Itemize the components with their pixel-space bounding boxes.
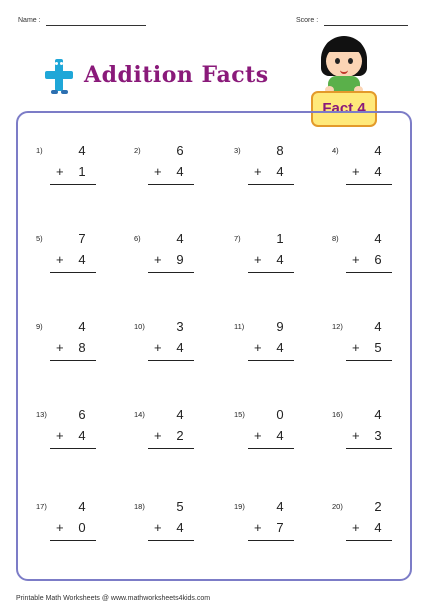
problem-addend-top: 4	[78, 143, 86, 158]
problem-item	[134, 316, 216, 362]
problem-number: 3)	[234, 146, 241, 155]
answer-line[interactable]	[248, 448, 294, 449]
problem-operator: +	[254, 520, 262, 535]
problem-number: 8)	[332, 234, 339, 243]
problem-addend-bottom: 9	[176, 252, 184, 267]
problem-operator: +	[352, 520, 360, 535]
problem-operator: +	[56, 164, 64, 179]
problem-operator: +	[154, 164, 162, 179]
answer-line[interactable]	[346, 360, 392, 361]
answer-line[interactable]	[346, 448, 392, 449]
problem-number: 10)	[134, 322, 145, 331]
problem-operator: +	[254, 340, 262, 355]
problem-operator: +	[352, 252, 360, 267]
problem-number: 9)	[36, 322, 43, 331]
problem-operator: +	[154, 252, 162, 267]
problem-addend-bottom: 4	[176, 340, 184, 355]
problem-addend-top: 4	[374, 231, 382, 246]
problem-operator: +	[154, 428, 162, 443]
problem-number: 19)	[234, 502, 245, 511]
problem-number: 7)	[234, 234, 241, 243]
score-line[interactable]	[324, 25, 408, 26]
answer-line[interactable]	[248, 272, 294, 273]
problem-item	[332, 140, 414, 186]
problem-number: 15)	[234, 410, 245, 419]
problem-item	[332, 496, 414, 542]
answer-line[interactable]	[346, 272, 392, 273]
name-label: Name :	[18, 17, 41, 24]
problem-operator: +	[352, 164, 360, 179]
problem-number: 2)	[134, 146, 141, 155]
answer-line[interactable]	[50, 540, 96, 541]
problem-operator: +	[56, 252, 64, 267]
problem-addend-top: 9	[276, 319, 284, 334]
problem-number: 20)	[332, 502, 343, 511]
problem-item	[234, 404, 316, 450]
problem-item	[36, 404, 118, 450]
problem-addend-bottom: 4	[276, 164, 284, 179]
problem-addend-top: 4	[78, 499, 86, 514]
problem-item	[234, 140, 316, 186]
problem-number: 13)	[36, 410, 47, 419]
problem-addend-bottom: 0	[78, 520, 86, 535]
problem-item	[332, 316, 414, 362]
problem-item	[234, 496, 316, 542]
problem-operator: +	[56, 340, 64, 355]
problem-addend-top: 1	[276, 231, 284, 246]
problem-addend-top: 6	[78, 407, 86, 422]
problem-operator: +	[56, 520, 64, 535]
problem-addend-bottom: 2	[176, 428, 184, 443]
problem-addend-bottom: 4	[276, 252, 284, 267]
problem-number: 11)	[234, 322, 245, 331]
problem-item	[234, 228, 316, 274]
problem-item	[36, 228, 118, 274]
answer-line[interactable]	[248, 360, 294, 361]
problem-number: 1)	[36, 146, 43, 155]
problem-addend-bottom: 5	[374, 340, 382, 355]
problem-item	[36, 316, 118, 362]
problem-addend-top: 5	[176, 499, 184, 514]
problem-item	[134, 496, 216, 542]
answer-line[interactable]	[346, 184, 392, 185]
problem-operator: +	[352, 428, 360, 443]
problem-item	[234, 316, 316, 362]
problem-addend-top: 3	[176, 319, 184, 334]
problem-addend-top: 4	[78, 319, 86, 334]
problem-addend-top: 2	[374, 499, 382, 514]
problem-number: 6)	[134, 234, 141, 243]
problem-addend-bottom: 3	[374, 428, 382, 443]
answer-line[interactable]	[248, 540, 294, 541]
problem-operator: +	[154, 520, 162, 535]
problem-item	[36, 140, 118, 186]
problem-addend-bottom: 4	[276, 428, 284, 443]
problem-addend-top: 0	[276, 407, 284, 422]
problem-item	[134, 140, 216, 186]
problem-addend-bottom: 4	[78, 252, 86, 267]
problem-addend-bottom: 1	[78, 164, 86, 179]
problem-number: 12)	[332, 322, 343, 331]
problem-addend-top: 6	[176, 143, 184, 158]
problem-number: 18)	[134, 502, 145, 511]
plus-character-icon	[42, 56, 76, 96]
answer-line[interactable]	[148, 184, 194, 185]
answer-line[interactable]	[50, 184, 96, 185]
problem-number: 14)	[134, 410, 145, 419]
problem-item	[134, 404, 216, 450]
score-label: Score :	[296, 17, 319, 24]
problem-addend-bottom: 4	[78, 428, 86, 443]
problem-operator: +	[154, 340, 162, 355]
answer-line[interactable]	[248, 184, 294, 185]
answer-line[interactable]	[148, 540, 194, 541]
problem-operator: +	[254, 164, 262, 179]
answer-line[interactable]	[50, 360, 96, 361]
problem-number: 17)	[36, 502, 47, 511]
name-line[interactable]	[46, 25, 146, 26]
footer-text: Printable Math Worksheets @ www.mathworksheets4kids.com	[16, 595, 211, 602]
problem-operator: +	[254, 428, 262, 443]
problem-addend-top: 4	[176, 231, 184, 246]
problem-addend-top: 7	[78, 231, 86, 246]
problem-addend-bottom: 4	[176, 520, 184, 535]
problem-item	[134, 228, 216, 274]
problem-item	[332, 228, 414, 274]
problem-addend-bottom: 4	[176, 164, 184, 179]
problem-addend-top: 8	[276, 143, 284, 158]
problem-operator: +	[254, 252, 262, 267]
problem-operator: +	[352, 340, 360, 355]
answer-line[interactable]	[50, 448, 96, 449]
problem-addend-top: 4	[374, 319, 382, 334]
answer-line[interactable]	[148, 448, 194, 449]
problem-addend-bottom: 7	[276, 520, 284, 535]
problem-number: 4)	[332, 146, 339, 155]
answer-line[interactable]	[346, 540, 392, 541]
problem-number: 5)	[36, 234, 43, 243]
problem-addend-bottom: 8	[78, 340, 86, 355]
problem-item	[36, 496, 118, 542]
problem-addend-top: 4	[374, 407, 382, 422]
problem-addend-top: 4	[374, 143, 382, 158]
page-title: Addition Facts	[84, 62, 269, 88]
girl-mascot-icon	[314, 36, 374, 94]
problem-addend-bottom: 4	[276, 340, 284, 355]
answer-line[interactable]	[148, 272, 194, 273]
fact-badge: Fact 4	[311, 91, 377, 127]
answer-line[interactable]	[148, 360, 194, 361]
problem-item	[332, 404, 414, 450]
problem-addend-top: 4	[176, 407, 184, 422]
problem-addend-bottom: 4	[374, 520, 382, 535]
problem-addend-top: 4	[276, 499, 284, 514]
problem-operator: +	[56, 428, 64, 443]
problem-number: 16)	[332, 410, 343, 419]
problem-addend-bottom: 4	[374, 164, 382, 179]
problem-addend-bottom: 6	[374, 252, 382, 267]
answer-line[interactable]	[50, 272, 96, 273]
